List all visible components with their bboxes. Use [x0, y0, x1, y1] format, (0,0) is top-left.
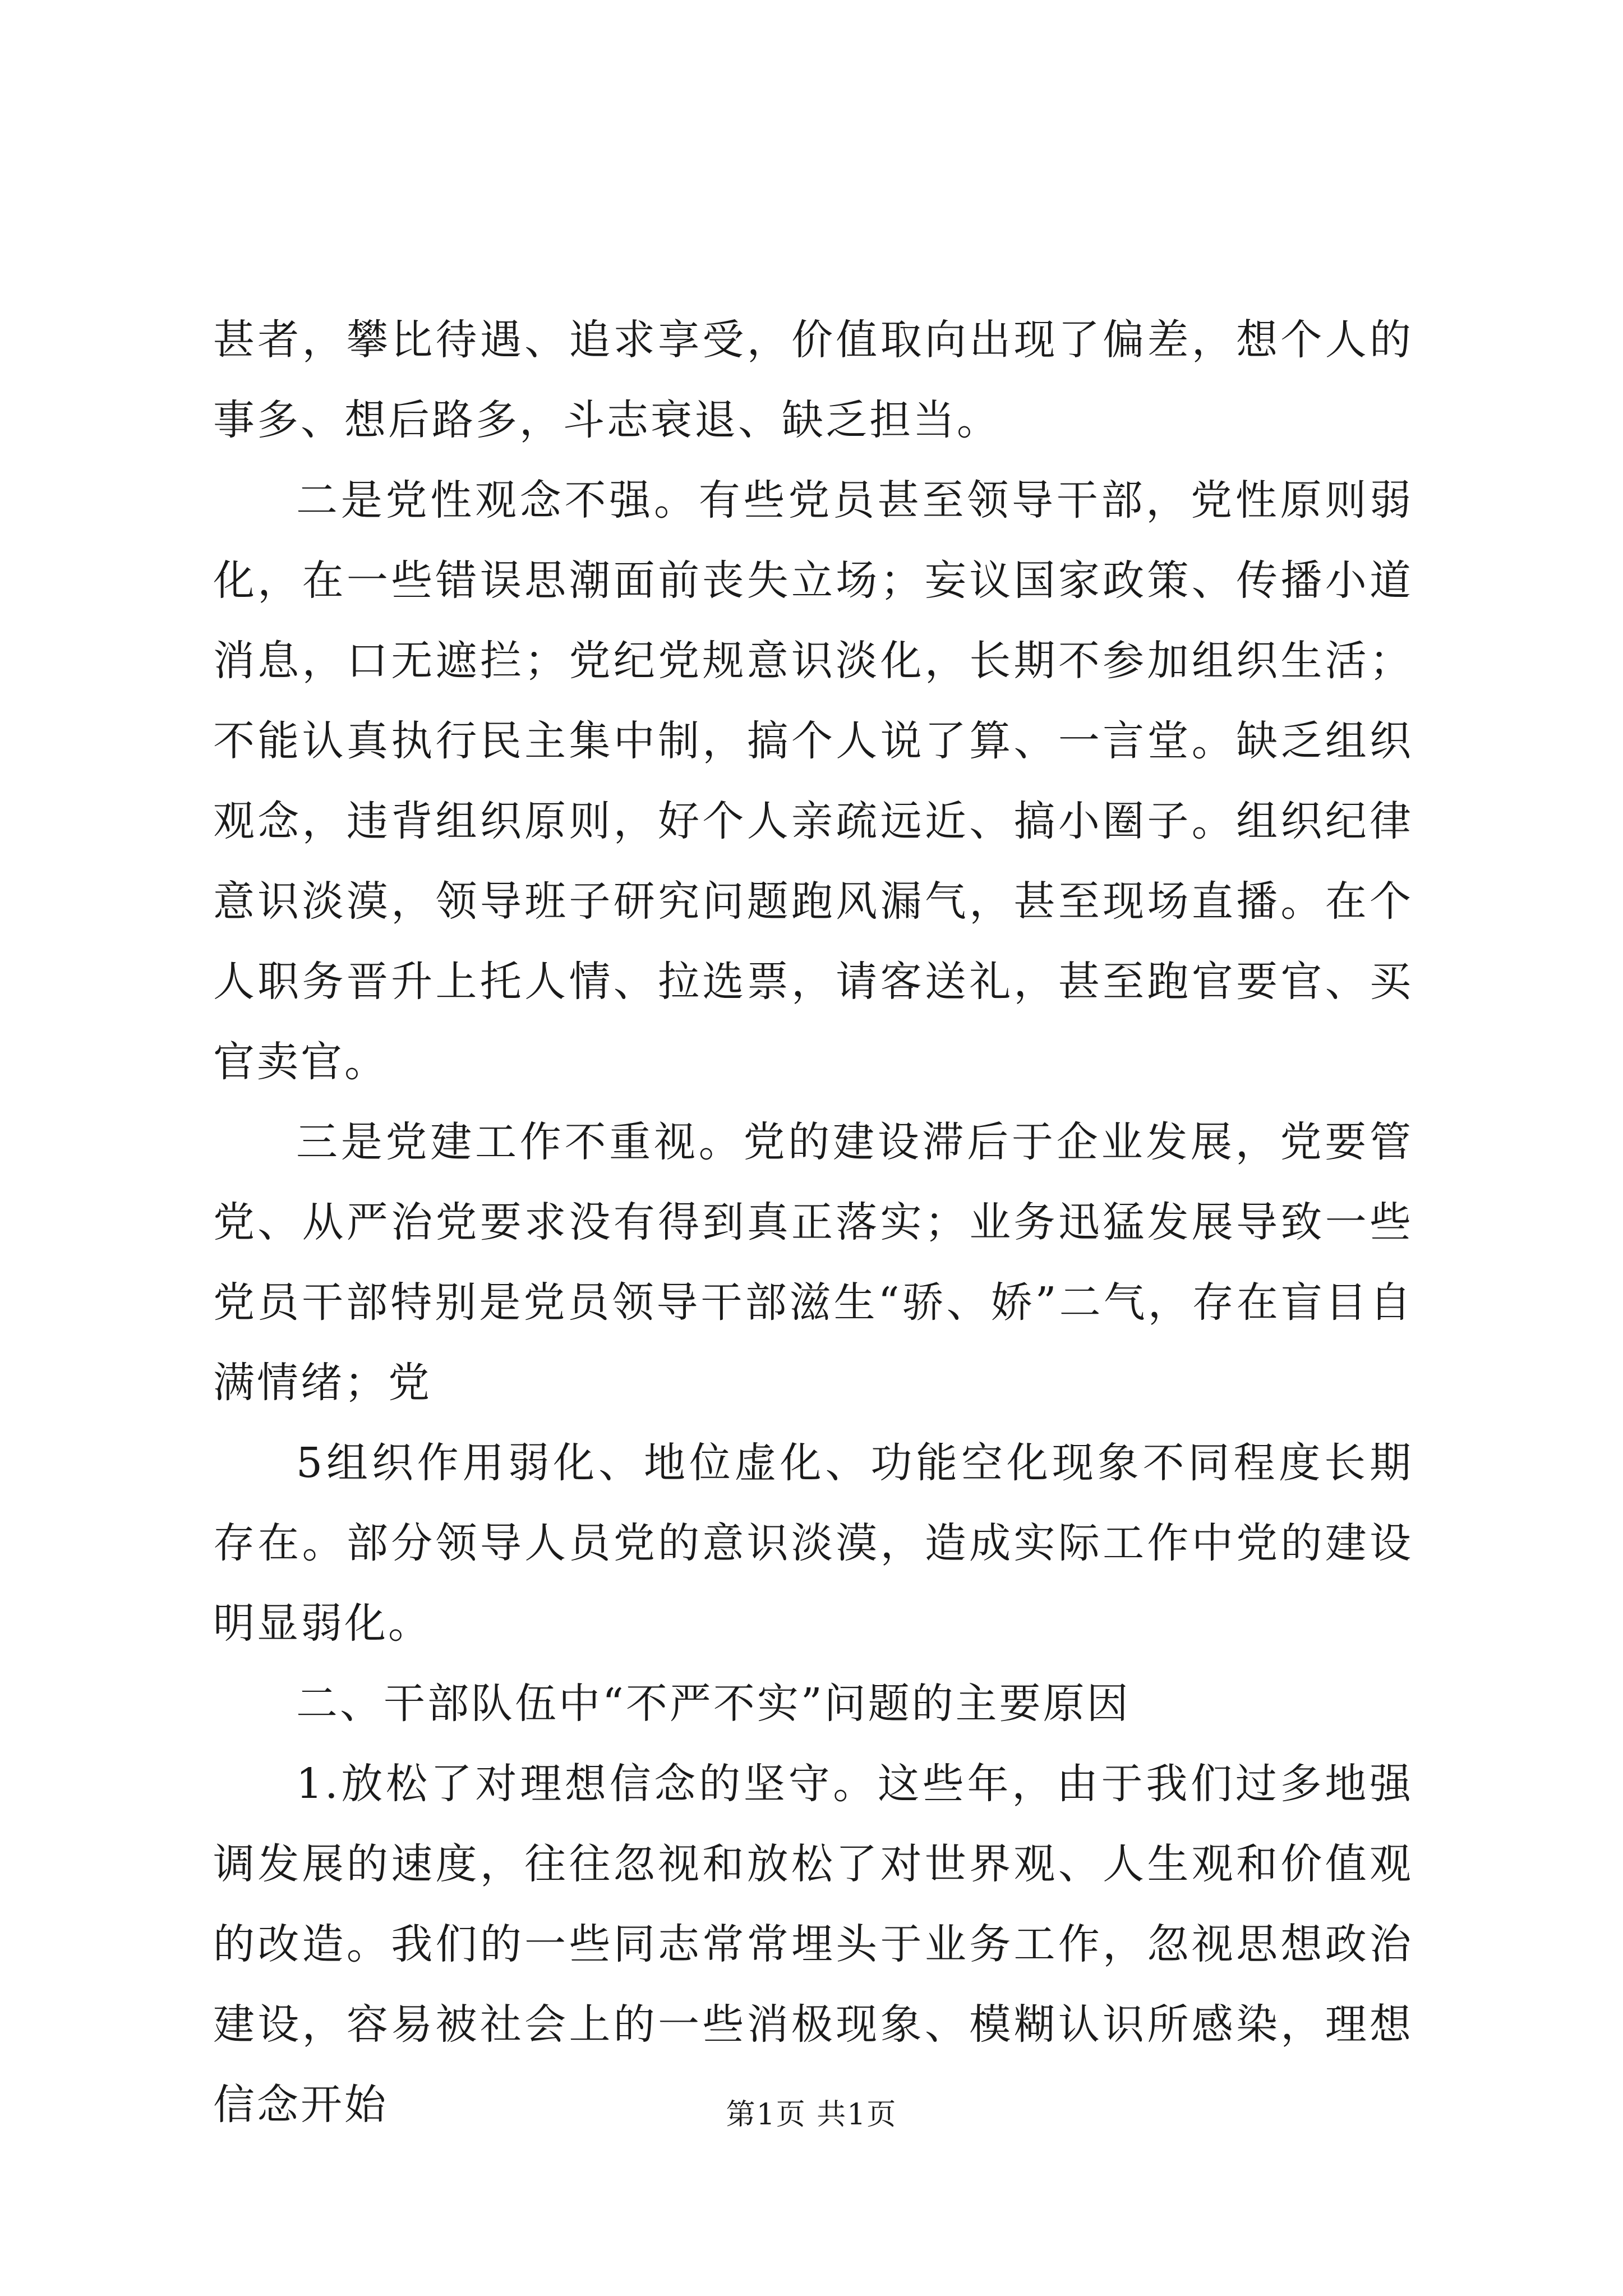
paragraph-party-spirit: 二是党性观念不强。有些党员甚至领导干部，党性原则弱化，在一些错误思潮面前丧失立场；妄议国家政策、传播小道消息，口无遮拦；党纪党规意识淡化，长期不参加组织生活；不能认真执行民主集中制，搞个人说了算、一言堂。缺乏组织观念，违背组织原则，好个人亲疏远近、搞小圈子。组织纪律意识淡漠，领导班子研究问题跑风漏气，甚至现场直播。在个人职务晋升上托人情、拉选票，请客送礼，甚至跑官要官、买官卖官。 [213, 476, 1413, 1086]
paragraph-ideals-beliefs: 1.放松了对理想信念的坚守。这些年，由于我们过多地强调发展的速度，往往忽视和放松了对世界观、人生观和价值观的改造。我们的一些同志常常埋头于业务工作，忽视思想政治建设，容易被社会上的一些消极现象、模糊认识所感染，理想信念开始 [213, 1760, 1413, 2129]
document-body [213, 300, 1413, 2145]
paragraph-party-building: 三是党建工作不重视。党的建设滞后于企业发展，党要管党、从严治党要求没有得到真正落实；业务迅猛发展导致一些党员干部特别是党员领导干部滋生“骄、娇”二气，存在盲目自满情绪；党 [213, 1118, 1413, 1407]
section-heading-causes: 二、干部队伍中“不严不实”问题的主要原因 [296, 1680, 1131, 1728]
paragraph-continuation: 甚者，攀比待遇、追求享受，价值取向出现了偏差，想个人的事多、想后路多，斗志衰退、缺乏担当。 [213, 316, 1413, 444]
page-footer: 第1页 共1页 [726, 2098, 897, 2132]
paragraph-organization-role: 5组织作用弱化、地位虚化、功能空化现象不同程度长期存在。部分领导人员党的意识淡漠，造成实际工作中党的建设明显弱化。 [213, 1439, 1413, 1648]
